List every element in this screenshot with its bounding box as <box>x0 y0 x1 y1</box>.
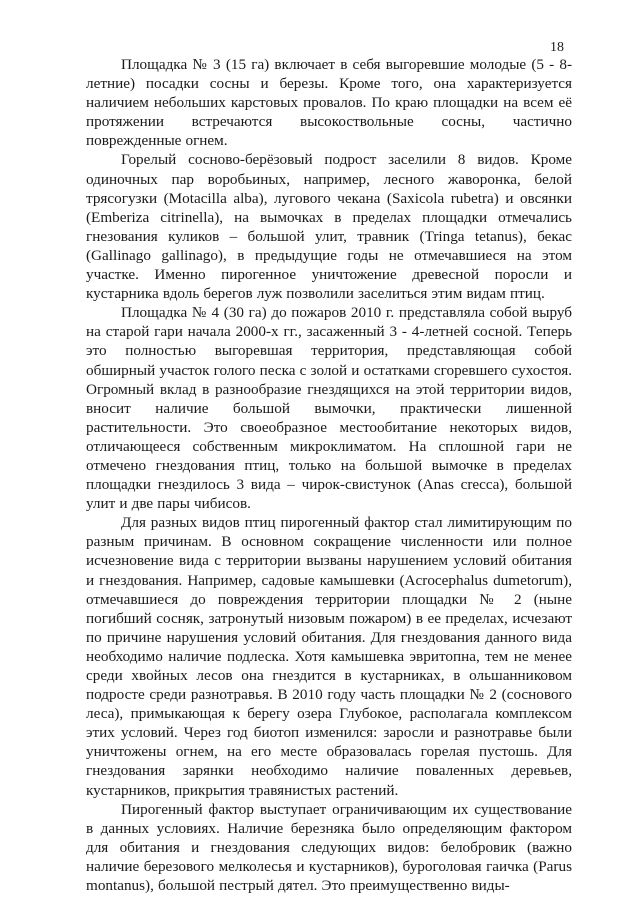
paragraph-plot-4: Площадка № 4 (30 га) до пожаров 2010 г. представляла собой выруб на старой гари начала 2000-х гг., засаженный 3 - 4-летней сосной. Теперь это полностью выгоревшая территория, представляющая собой обширный участок голого песка с золой и остатками сгоревшего сухостоя. Огромный вклад в разнообразие гнездящихся на этой территории видов, вносит наличие большой вымочки, практически лишенной растительности. Это своеобразное местообитание некоторых видов, отличающееся собственным микроклиматом. На сплошной гари не отмечено гнездования птиц, только на большой вымочке в пределах площадки гнездилось 3 вида – чирок-свистунок (Anas crecca), большой улит и две пары чибисов. <box>86 304 572 513</box>
page-number: 18 <box>550 40 564 55</box>
paragraph-burnt-undergrowth: Горелый сосново-берёзовый подрост заселили 8 видов. Кроме одиночных пар воробьиных, например, лесного жаворонка, белой трясогузки (Motacilla alba), лугового чекана (Saxicola rubetra) и овсянки (Emberiza citrinella), на вымочках в пределах площадки отмечались гнезования куликов – большой улит, травник (Tringa tetanus), бекас (Gallinago gallinago), в предыдущие годы не отмечавшиеся на этом участке. Именно пирогенное уничтожение древесной поросли и кустарника вдоль берегов луж позволили заселиться этим видам птиц. <box>86 151 572 303</box>
body-text <box>86 55 572 895</box>
paragraph-limiting-factor: Для разных видов птиц пирогенный фактор стал лимитирующим по разным причинам. В основном сокращение численности или полное исчезновение вида с территории вызваны нарушением условий обитания и гнездования. Например, садовые камышевки (Acrocephalus dumetorum), отмечавшиеся до повреждения территории площадки № 2 (ныне погибший сосняк, затронутый низовым пожаром) в ее пределах, исчезают по причине нарушения условий обитания. Для гнездования данного вида необходимо наличие подлеска. Хотя камышевка эвритопна, тем не менее среди хвойных лесов она гнездится в кустарниках, в ольшанниковом подросте среди разнотравья. В 2010 году часть площадки № 2 (соснового леса), примыкающая к берегу озера Глубокое, располагала комплексом этих условий. Через год биотоп изменился: заросли и разнотравье были уничтожены огнем, на его месте образовалась горелая пустошь. Для гнездования зарянки необходимо наличие поваленных деревьев, кустарников, прикрытия травянистых растений. <box>86 514 572 799</box>
paragraph-plot-3: Площадка № 3 (15 га) включает в себя выгоревшие молодые (5 - 8-летние) посадки сосны и березы. Кроме того, она характеризуется наличием небольших карстовых провалов. По краю площадки на всем её протяжении встречаются высокоствольные сосны, частично поврежденные огнем. <box>86 56 572 150</box>
paragraph-pyrogenic-factor: Пирогенный фактор выступает ограничивающим их существование в данных условиях. Наличие березняка было определяющим фактором для обитания и гнездования следующих видов: белобровик (важно наличие березового мелколесья и кустарников), буроголовая гаичка (Parus montanus), большой пестрый дятел. Это преимущественно виды- <box>86 800 572 895</box>
